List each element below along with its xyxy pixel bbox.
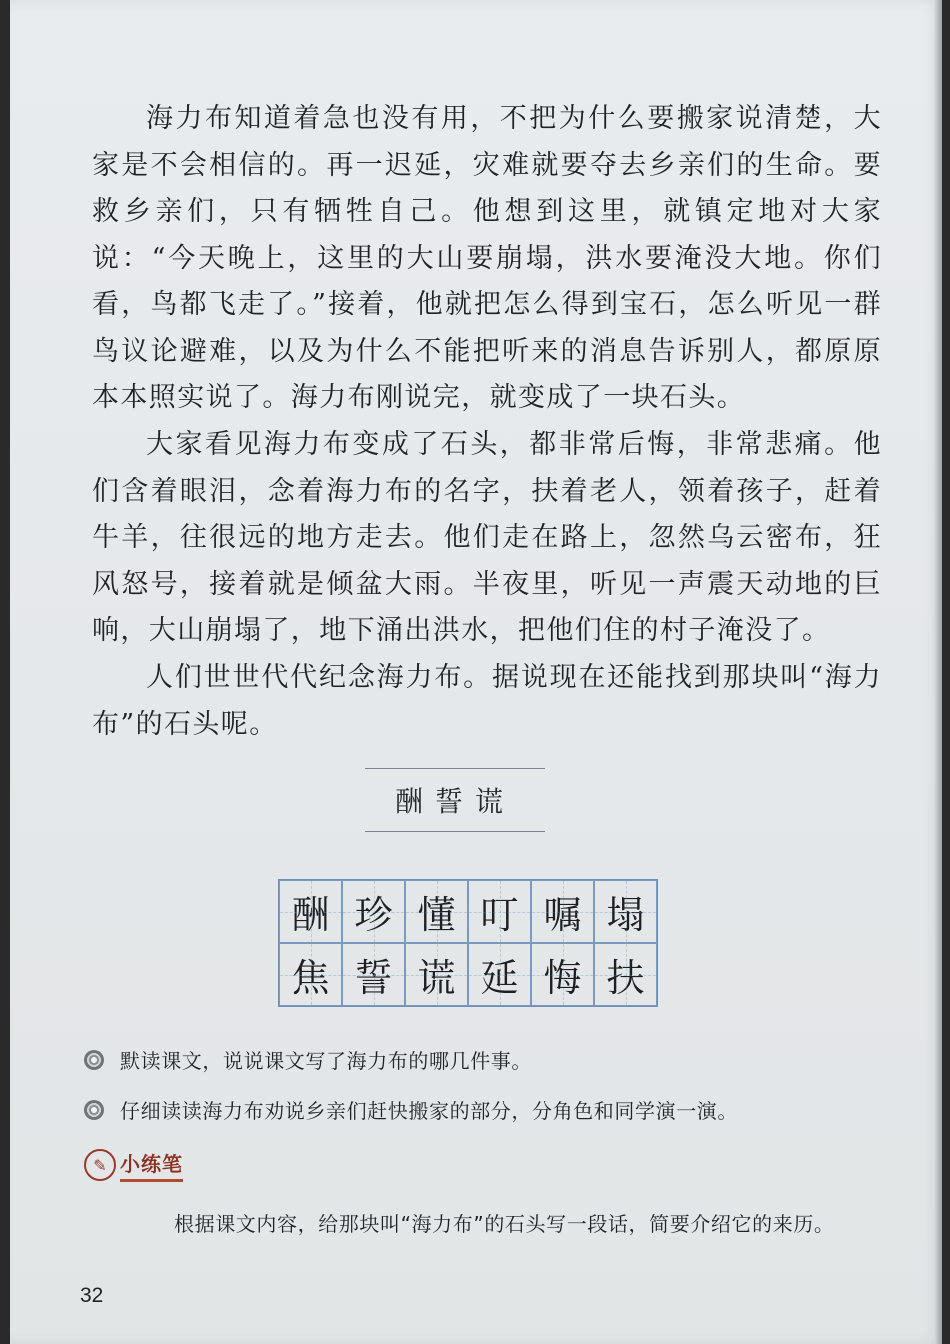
practice-text: 根据课文内容，给那块叫“海力布”的石头写一段话，简要介绍它的来历。 xyxy=(174,1212,835,1236)
exercise-item-1 xyxy=(84,1045,532,1074)
paragraph-3 xyxy=(92,655,882,748)
paragraph-text: 大家看见海力布变成了石头，都非常后悔，非常悲痛。他们含着眼泪，念着海力布的名字，扶着老人，领着孩子，赶着牛羊，往很远的地方走去。他们走在路上，忽然乌云密布，狂风怒号，接着就是倾盆大雨。半夜里，听见一声震天动地的巨响，大山崩塌了，地下涌出洪水，把他们住的村子淹没了。 xyxy=(92,429,882,646)
textbook-page xyxy=(10,0,942,1344)
paragraph-2 xyxy=(92,422,882,655)
char-cell: 悔 xyxy=(531,943,594,1006)
char-cell: 嘱 xyxy=(531,880,594,943)
exercise-item-2 xyxy=(84,1095,738,1124)
char-cell: 誓 xyxy=(342,943,405,1006)
char-cell: 珍 xyxy=(342,880,405,943)
exercise-text: 仔细读读海力布劝说乡亲们赶快搬家的部分，分角色和同学演一演。 xyxy=(120,1099,738,1123)
char-cell: 延 xyxy=(468,943,531,1006)
bullet-icon xyxy=(84,1100,104,1120)
char-cell: 扶 xyxy=(594,943,657,1006)
page-edge-shadow xyxy=(934,0,942,1344)
char-cell: 酬 xyxy=(279,880,342,943)
paragraph-text: 海力布知道着急也没有用，不把为什么要搬家说清楚，大家是不会相信的。再一迟延，灾难就要夺去乡亲们的生命。要救乡亲们，只有牺牲自己。他想到这里，就镇定地对大家说：“今天晚上，这里的大山要崩塌，洪水要淹没大地。你们看，鸟都飞走了。”接着，他就把怎么得到宝石，怎么听见一群鸟议论避难，以及为什么不能把听来的消息告诉别人，都原原本本照实说了。海力布刚说完，就变成了一块石头。 xyxy=(92,103,882,413)
vocab-title-box xyxy=(365,768,545,832)
practice-header xyxy=(84,1148,183,1182)
char-cell: 塌 xyxy=(594,880,657,943)
bullet-icon xyxy=(84,1050,104,1070)
vocab-title: 酬誓谎 xyxy=(394,785,515,818)
paragraph-text: 人们世世代代纪念海力布。据说现在还能找到那块叫“海力布”的石头呢。 xyxy=(92,662,882,740)
character-grid xyxy=(278,879,658,1007)
practice-label: 小练笔 xyxy=(120,1148,183,1182)
paragraph-1 xyxy=(92,96,882,422)
page-number: 32 xyxy=(80,1284,104,1307)
char-cell: 懂 xyxy=(405,880,468,943)
char-cell: 叮 xyxy=(468,880,531,943)
char-cell: 焦 xyxy=(279,943,342,1006)
exercise-text: 默读课文，说说课文写了海力布的哪几件事。 xyxy=(120,1049,532,1073)
char-cell: 谎 xyxy=(405,943,468,1006)
pen-icon: ✎ xyxy=(84,1149,116,1181)
